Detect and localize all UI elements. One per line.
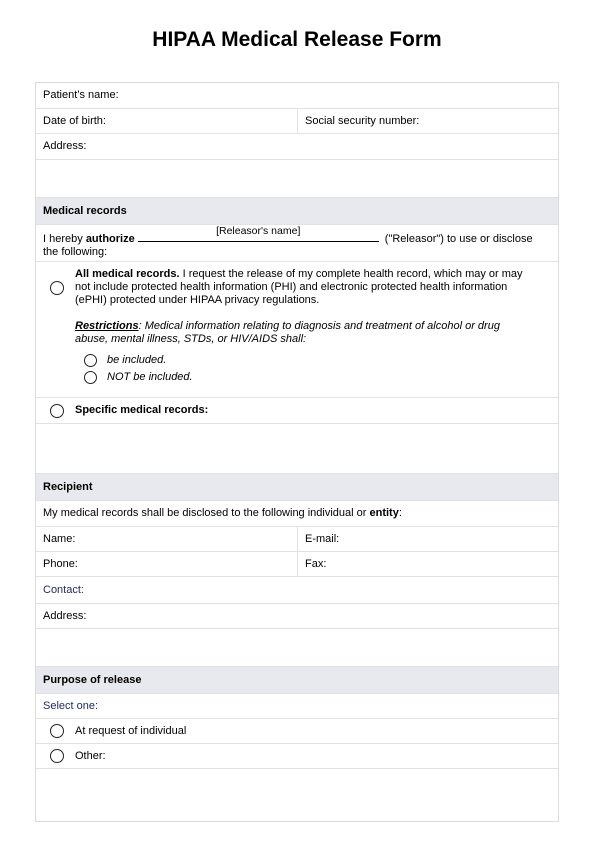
patient-name-label: Patient’s name:: [43, 89, 119, 101]
purpose-heading-text: Purpose of release: [43, 673, 142, 686]
authorize-suffix: ("Releasor") to use or disclose: [384, 233, 533, 245]
purpose-other-option: [36, 744, 558, 769]
specific-records-label: Specific medical records:: [75, 404, 209, 416]
ssn-field[interactable]: [298, 109, 426, 133]
patient-address-field[interactable]: [36, 134, 558, 160]
dob-ssn-row: [36, 109, 558, 134]
authorize-statement: [36, 225, 558, 262]
purpose-request-label: At request of individual: [75, 724, 187, 737]
medical-records-heading: [36, 198, 558, 225]
recipient-name-field[interactable]: [36, 527, 298, 551]
recipient-fax-field[interactable]: [298, 552, 333, 576]
release-form: [35, 82, 559, 822]
restrictions-label: Restrictions: [75, 320, 139, 332]
purpose-request-radio[interactable]: [50, 724, 64, 738]
recipient-email-label: E-mail:: [305, 532, 340, 545]
recipient-email-field[interactable]: [298, 527, 346, 551]
recipient-address-label: Address:: [43, 609, 87, 622]
not-include-radio[interactable]: [84, 371, 97, 384]
recipient-phone-label: Phone:: [43, 557, 78, 570]
name-email-row: [36, 527, 558, 552]
patient-address-blank[interactable]: [36, 160, 558, 198]
select-one-label: Select one:: [43, 699, 99, 712]
releasor-placeholder: [Releasor's name]: [216, 225, 301, 237]
recipient-address-blank[interactable]: [36, 629, 558, 667]
all-records-title: All medical records.: [75, 268, 180, 280]
all-records-text-1: I request the release of my complete health record, which may or may: [179, 268, 523, 280]
purpose-heading: [36, 667, 558, 694]
recipient-contact-field[interactable]: [36, 577, 558, 604]
medical-records-heading-text: Medical records: [43, 204, 127, 217]
restrictions-text-1: : Medical information relating to diagnosis and treatment of alcohol or drug: [138, 320, 500, 332]
purpose-select-label: [36, 694, 558, 719]
authorize-word: authorize: [85, 233, 135, 245]
purpose-other-radio[interactable]: [50, 749, 64, 763]
authorize-prefix: I hereby: [43, 233, 86, 245]
purpose-other-label: Other:: [75, 749, 106, 762]
form-title: HIPAA Medical Release Form: [152, 28, 442, 51]
recipient-address-field[interactable]: [36, 604, 558, 629]
recipient-heading: [36, 474, 558, 501]
dob-field[interactable]: [36, 109, 298, 133]
dob-label: Date of birth:: [43, 114, 106, 127]
not-include-label: NOT be included.: [107, 371, 193, 383]
purpose-request-option: [36, 719, 558, 744]
patient-address-label: Address:: [43, 140, 87, 152]
recipient-name-label: Name:: [43, 532, 76, 545]
include-radio[interactable]: [84, 354, 97, 367]
ssn-label: Social security number:: [305, 114, 420, 127]
specific-records-blank[interactable]: [36, 424, 558, 474]
recipient-intro-prefix: My medical records shall be disclosed to the following individual or: [43, 507, 370, 519]
include-label: be included.: [107, 354, 167, 366]
specific-records-option: [36, 398, 558, 424]
recipient-heading-text: Recipient: [43, 480, 93, 493]
all-records-option: [36, 262, 558, 398]
recipient-phone-field[interactable]: [36, 552, 298, 576]
recipient-fax-label: Fax:: [305, 557, 327, 570]
restrictions-text-2: abuse, mental illness, STDs, or HIV/AIDS shall:: [75, 333, 307, 345]
purpose-other-blank[interactable]: [36, 769, 558, 821]
patient-name-field[interactable]: [36, 83, 558, 109]
all-records-text-3: (ePHI) protected under HIPAA privacy regulations.: [75, 294, 320, 306]
all-records-text-2: not include protected health information (PHI) and electronic protected health information: [75, 281, 508, 293]
all-records-radio[interactable]: [50, 281, 64, 295]
recipient-intro-bold: entity: [369, 507, 399, 519]
recipient-intro: [36, 501, 558, 527]
specific-records-radio[interactable]: [50, 404, 64, 418]
recipient-intro-suffix: :: [398, 507, 402, 519]
releasor-name-blank[interactable]: [138, 225, 379, 242]
recipient-contact-label: Contact:: [43, 583, 84, 596]
phone-fax-row: [36, 552, 558, 577]
authorize-line2: the following:: [43, 246, 108, 258]
